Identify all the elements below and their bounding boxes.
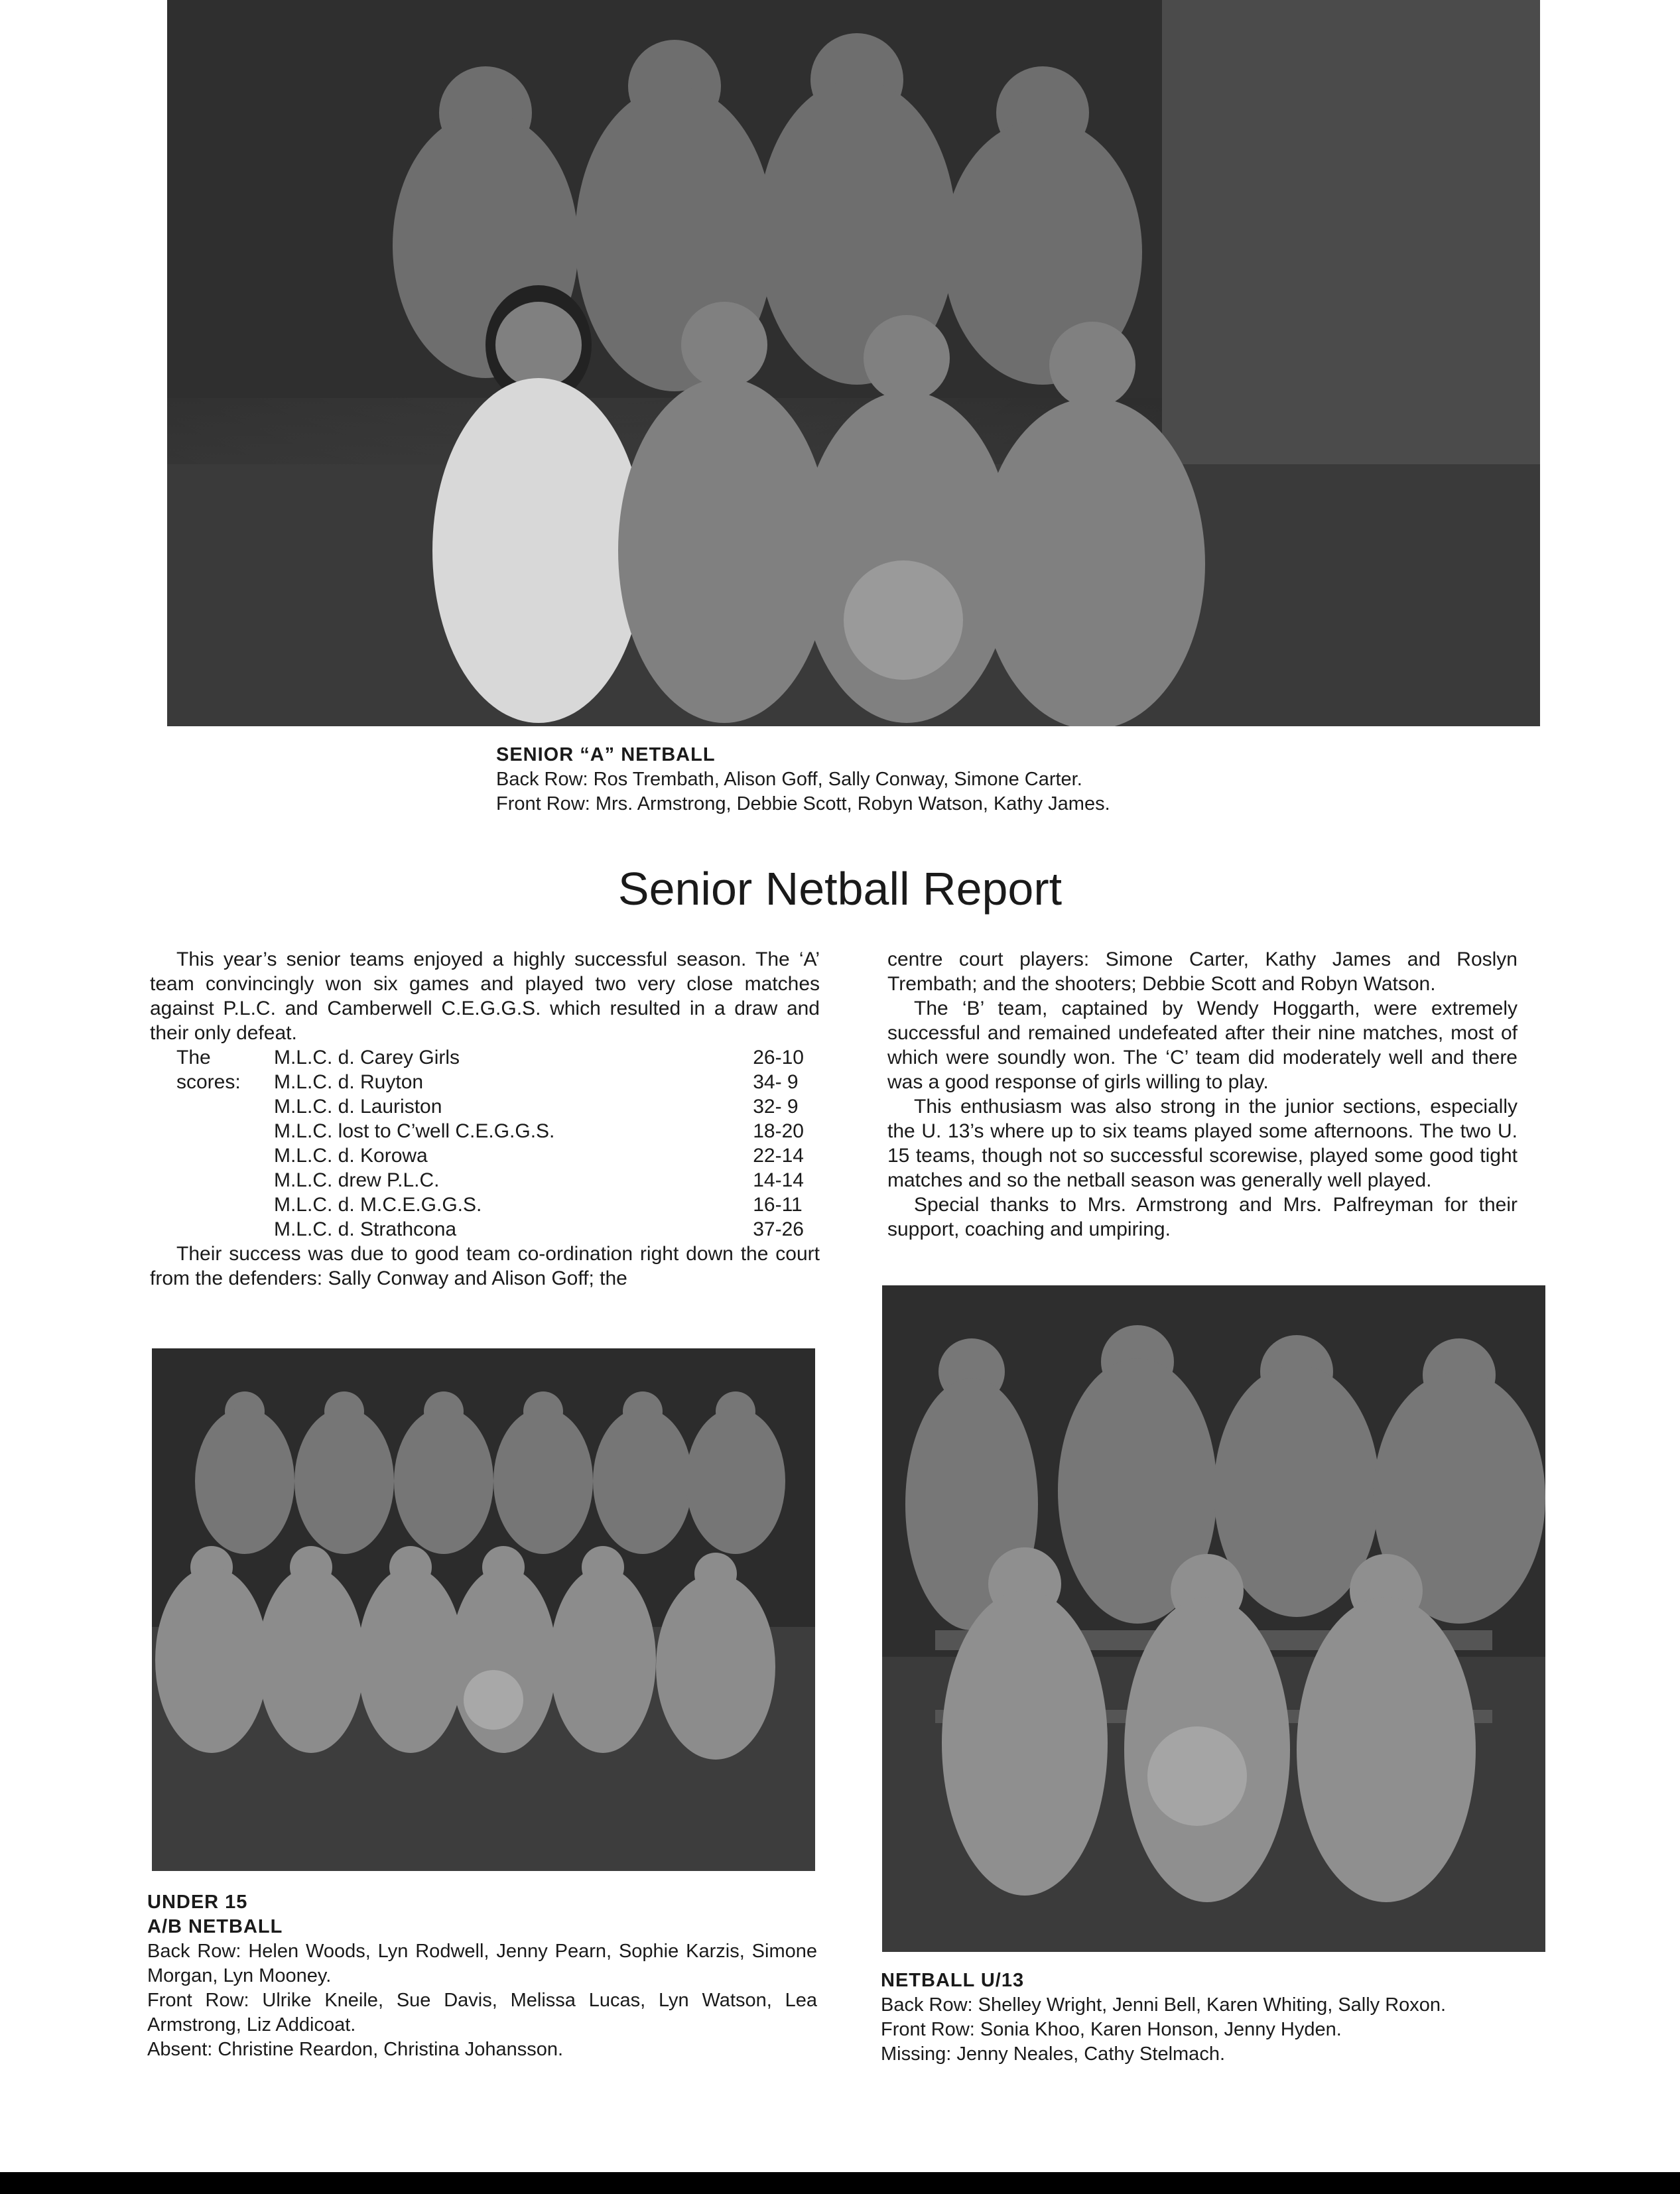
score-match: M.L.C. d. Lauriston (273, 1096, 442, 1118)
report-column-right (887, 947, 1518, 1242)
report-column-left (150, 947, 820, 1291)
score-row (150, 1119, 820, 1143)
under-15-front-row: Front Row: Ulrike Kneile, Sue Davis, Melissa Lucas, Lyn Watson, Lea Armstrong, Liz Addicoat. (147, 1990, 817, 2035)
score-value: 26-10 (753, 1047, 804, 1068)
under-13-caption (881, 1968, 1544, 2067)
score-match: M.L.C. d. M.C.E.G.G.S. (273, 1194, 482, 1216)
score-value: 16-11 (753, 1194, 803, 1216)
report-col2-p2: The ‘B’ team, captained by Wendy Hoggarth, were extremely successful and remained undefeated after their nine matches, most of which were soundly won. The ‘C’ team did moderately well and there was a good response of girls willing to play. (887, 998, 1518, 1093)
under-15-caption-title-1: UNDER 15 (147, 1892, 248, 1913)
under-15-absent: Absent: Christine Reardon, Christina Johansson. (147, 2039, 564, 2060)
score-value: 34- 9 (753, 1071, 799, 1093)
senior-a-front-row: Front Row: Mrs. Armstrong, Debbie Scott, Robyn Watson, Kathy James. (496, 793, 1110, 814)
score-value: 37-26 (753, 1218, 804, 1240)
score-match: M.L.C. lost to C’well C.E.G.G.S. (273, 1120, 555, 1142)
scores-table (150, 1045, 820, 1242)
under-15-back-row: Back Row: Helen Woods, Lyn Rodwell, Jenny Pearn, Sophie Karzis, Simone Morgan, Lyn Mooney. (147, 1941, 817, 1986)
score-row (150, 1143, 820, 1168)
score-match: M.L.C. d. Korowa (273, 1145, 428, 1167)
under-13-back-row: Back Row: Shelley Wright, Jenni Bell, Karen Whiting, Sally Roxon. (881, 1994, 1447, 2016)
report-intro: This year’s senior teams enjoyed a highly successful season. The ‘A’ team convincingly won six games and played two very close matches against P.L.C. and Camberwell C.E.G.G.S. which resulted in a draw and their only defeat. (150, 948, 820, 1044)
score-row (150, 1193, 820, 1217)
score-row (150, 1094, 820, 1119)
score-value: 32- 9 (753, 1096, 799, 1118)
under-13-missing: Missing: Jenny Neales, Cathy Stelmach. (881, 2043, 1225, 2065)
score-match: M.L.C. drew P.L.C. (273, 1169, 440, 1191)
score-row (150, 1070, 820, 1094)
report-title: Senior Netball Report (617, 863, 1063, 915)
under-15-team-photo (152, 1348, 815, 1871)
scores-label: The scores: (176, 1047, 241, 1093)
report-col2-p4: Special thanks to Mrs. Armstrong and Mrs. Palfreyman for their support, coaching and umpiring. (887, 1194, 1518, 1240)
under-13-front-row: Front Row: Sonia Khoo, Karen Honson, Jenny Hyden. (881, 2019, 1342, 2040)
score-match: M.L.C. d. Carey Girls (273, 1047, 460, 1068)
score-value: 14-14 (753, 1169, 804, 1191)
score-row (150, 1168, 820, 1193)
senior-a-back-row: Back Row: Ros Trembath, Alison Goff, Sally Conway, Simone Carter. (496, 769, 1082, 790)
report-col2-p1: centre court players: Simone Carter, Kathy James and Roslyn Trembath; and the shooters; Debbie Scott and Robyn Watson. (887, 948, 1518, 995)
under-15-caption-title-2: A/B NETBALL (147, 1916, 283, 1937)
score-value: 18-20 (753, 1120, 804, 1142)
score-match: M.L.C. d. Ruyton (273, 1071, 424, 1093)
report-success: Their success was due to good team co-ordination right down the court from the defenders: Sally Conway and Alison Goff; the (150, 1243, 820, 1289)
under-13-caption-title: NETBALL U/13 (881, 1970, 1025, 1991)
senior-a-team-photo (167, 0, 1540, 726)
score-row (150, 1217, 820, 1242)
under-13-team-photo (882, 1285, 1545, 1952)
score-match: M.L.C. d. Strathcona (273, 1218, 457, 1240)
score-value: 22-14 (753, 1145, 804, 1167)
senior-a-caption-title: SENIOR “A” NETBALL (496, 744, 716, 765)
scan-edge-bar (0, 2172, 1680, 2194)
under-15-caption (147, 1890, 817, 2062)
senior-a-caption (496, 743, 1292, 816)
report-col2-p3: This enthusiasm was also strong in the junior sections, especially the U. 13’s where up to six teams played some afternoons. The two U. 15 teams, though not so successful scorewise, played some good tight matches and so the netball season was generally well played. (887, 1096, 1518, 1191)
